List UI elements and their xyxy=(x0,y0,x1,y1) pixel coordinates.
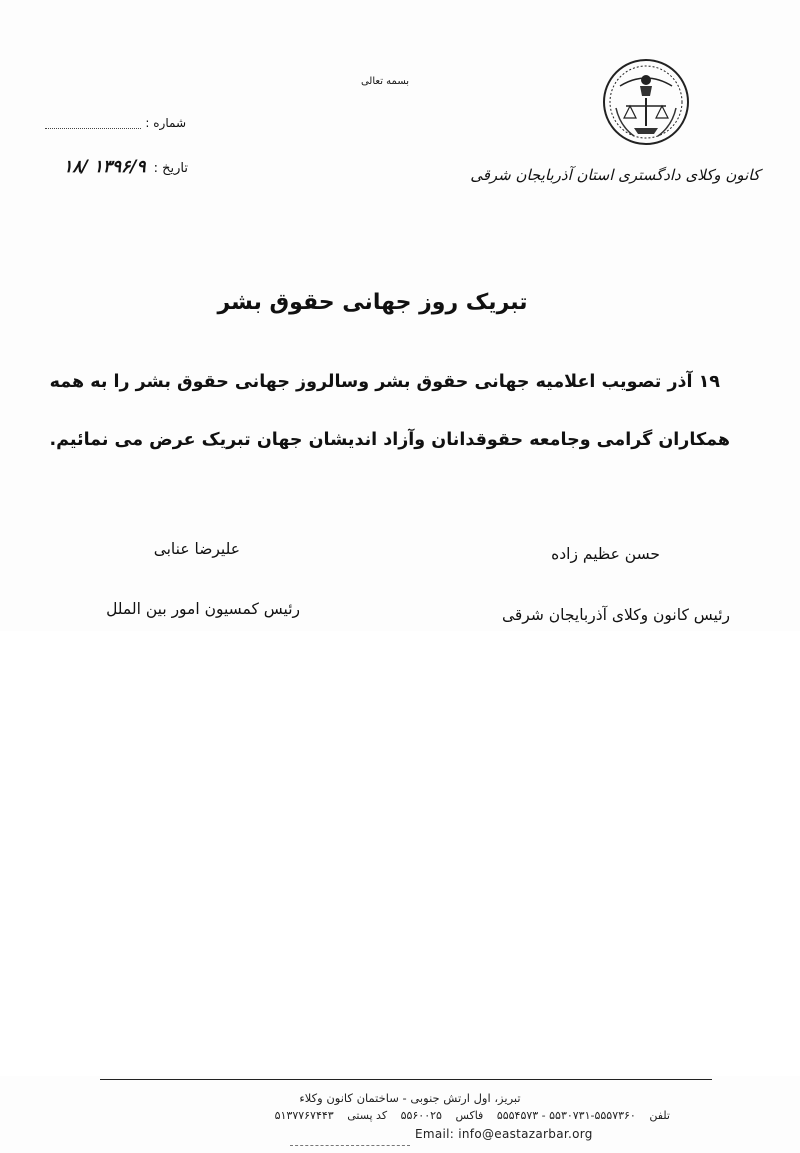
right-signatory-name: حسن عظیم زاده xyxy=(551,545,660,563)
letter-number xyxy=(36,116,186,130)
left-signatory-title: رئیس کمسیون امور بین الملل xyxy=(106,600,300,618)
footer-cut-edge xyxy=(290,1139,410,1147)
date-value: ۱۳۹۶/۹ /۱۸ xyxy=(63,157,146,177)
fax-number: ۵۵۶۰۰۲۵ xyxy=(400,1109,442,1122)
phone-numbers: ۵۵۵۷۳۶۰-۵۵۳۰۷۳۱ - ۵۵۵۴۵۷۳ xyxy=(496,1109,636,1122)
fax-label: فاکس xyxy=(455,1109,484,1122)
body-line-2: همکاران گرامی وجامعه حقوقدانان وآزاد اندیشان جهان تبریک عرض می نمائیم. xyxy=(49,430,730,450)
left-signatory-name: علیرضا عنابی xyxy=(153,540,240,558)
letter-date xyxy=(38,157,188,177)
number-label: شماره : xyxy=(145,116,186,130)
body-line-1: ۱۹ آذر تصویب اعلامیه جهانی حقوق بشر وسالروز جهانی حقوق بشر را به همه xyxy=(49,372,720,392)
bar-association-emblem-icon xyxy=(600,56,692,148)
basmala: بسمه تعالی xyxy=(360,76,410,87)
number-field xyxy=(45,119,141,129)
postal-label: کد پستی xyxy=(347,1109,388,1122)
phone-label: تلفن xyxy=(649,1109,670,1122)
right-signatory-title: رئیس کانون وکلای آذربایجان شرقی xyxy=(501,606,730,624)
footer-contacts xyxy=(150,1109,670,1122)
organization-name: کانون وکلای دادگستری استان آذربایجان شرقی xyxy=(470,166,760,184)
blank-area xyxy=(0,631,800,1076)
footer-email: Email: info@eastazarbar.org xyxy=(415,1127,593,1141)
page-title: تبریک روز جهانی حقوق بشر xyxy=(217,290,528,315)
footer-divider xyxy=(100,1079,712,1080)
date-label: تاریخ : xyxy=(153,161,188,176)
postal-code: ۵۱۳۷۷۶۷۴۴۳ xyxy=(274,1109,334,1122)
footer-address: تبریز، اول ارتش جنوبی - ساختمان کانون وکلاء xyxy=(299,1091,521,1105)
